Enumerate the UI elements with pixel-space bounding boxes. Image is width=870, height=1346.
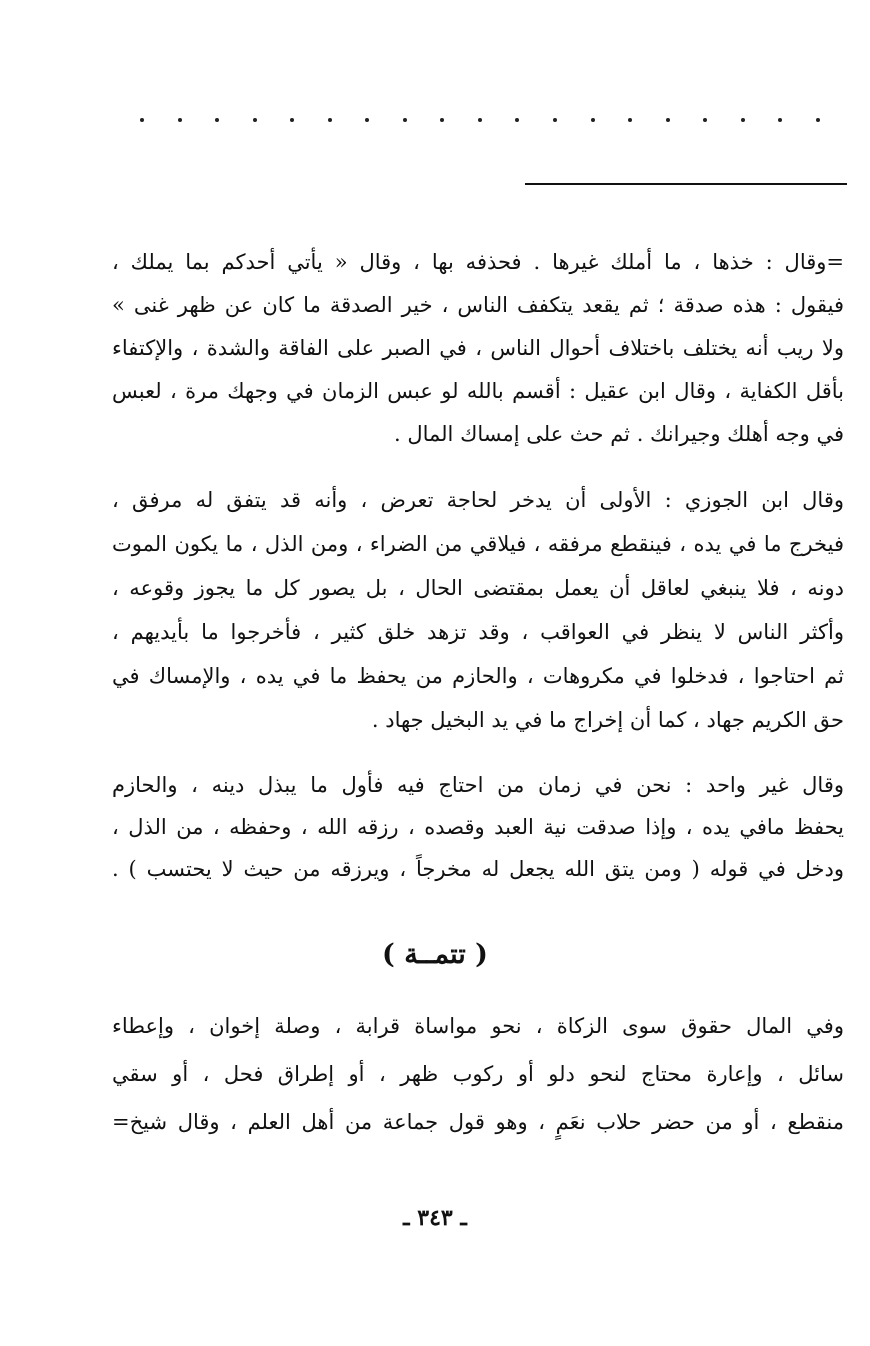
text-line: يحفظ مافي يده ، وإذا صدقت نية العبد وقصده ، رزقه الله ، وحفظه ، من الذل ، bbox=[112, 815, 844, 839]
separator-dot bbox=[515, 118, 519, 122]
text-line: وأكثر الناس لا ينظر في العواقب ، وقد تزهد خلق كثير ، فأخرجوا ما بأيديهم ، bbox=[112, 620, 844, 644]
text-line: ودخل في قوله ( ومن يتق الله يجعل له مخرجاً ، ويرزقه من حيث لا يحتسب ) . bbox=[112, 857, 844, 881]
page-number: ـ ٣٤٣ ـ bbox=[403, 1205, 467, 1231]
footnote-paragraph-1 bbox=[112, 241, 844, 456]
footnote-paragraph-2 bbox=[112, 478, 844, 742]
separator-dot bbox=[741, 118, 745, 122]
text-line: ولا ريب أنه يختلف باختلاف أحوال الناس ، في الصبر على الفاقة والشدة ، والإكتفاء bbox=[112, 336, 844, 360]
text-line: منقطع ، أو من حضر حلاب نعَمٍ ، وهو قول جماعة من أهل العلم ، وقال شيخ= bbox=[112, 1110, 844, 1134]
separator-dot bbox=[553, 118, 557, 122]
separator-dot bbox=[478, 118, 482, 122]
separator-dot bbox=[591, 118, 595, 122]
text-line: في وجه أهلك وجيرانك . ثم حث على إمساك المال . bbox=[394, 422, 844, 446]
text-line: فيقول : هذه صدقة ؛ ثم يقعد يتكفف الناس ، خير الصدقة ما كان عن ظهر غنى » bbox=[112, 293, 844, 317]
separator-dot bbox=[778, 118, 782, 122]
separator-dot bbox=[816, 118, 820, 122]
text-line: بأقل الكفاية ، وقال ابن عقيل : أقسم بالله لو عبس الزمان في وجهك مرة ، لعبس bbox=[112, 379, 844, 403]
separator-dot bbox=[290, 118, 294, 122]
separator-dot bbox=[403, 118, 407, 122]
footnote-paragraph-3 bbox=[112, 764, 844, 890]
separator-dot bbox=[628, 118, 632, 122]
text-line: وقال غير واحد : نحن في زمان من احتاج فيه فأول ما يبذل دينه ، والحازم bbox=[112, 773, 844, 797]
text-line: وفي المال حقوق سوى الزكاة ، نحو مواساة قرابة ، وصلة إخوان ، وإعطاء bbox=[112, 1014, 844, 1038]
separator-dot bbox=[253, 118, 257, 122]
separator-dot bbox=[178, 118, 182, 122]
separator-dot bbox=[703, 118, 707, 122]
separator-dot bbox=[440, 118, 444, 122]
text-line: وقال ابن الجوزي : الأولى أن يدخر لحاجة تعرض ، وأنه قد يتفق له مرفق ، bbox=[112, 488, 844, 512]
footnote-dotted-separator bbox=[140, 118, 820, 122]
text-line: فيخرج ما في يده ، فينقطع مرفقه ، فيلاقي من الضراء ، ومن الذل ، ما يكون الموت bbox=[112, 532, 844, 556]
separator-dot bbox=[215, 118, 219, 122]
separator-dot bbox=[328, 118, 332, 122]
footnote-rule bbox=[525, 183, 847, 185]
text-line: =وقال : خذها ، ما أملك غيرها . فحذفه بها ، وقال « يأتي أحدكم بما يملك ، bbox=[112, 250, 844, 274]
separator-dot bbox=[365, 118, 369, 122]
footnote-paragraph-4 bbox=[112, 1002, 844, 1146]
separator-dot bbox=[666, 118, 670, 122]
text-line: حق الكريم جهاد ، كما أن إخراج ما في يد البخيل جهاد . bbox=[371, 708, 844, 732]
section-heading: ( تتمــة ) bbox=[382, 939, 488, 970]
separator-dot bbox=[140, 118, 144, 122]
text-line: سائل ، وإعارة محتاج لنحو دلو أو ركوب ظهر ، أو إطراق فحل ، أو سقي bbox=[112, 1062, 844, 1086]
text-line: دونه ، فلا ينبغي لعاقل أن يعمل بمقتضى الحال ، بل يصور كل ما يجوز وقوعه ، bbox=[112, 576, 844, 600]
text-line: ثم احتاجوا ، فدخلوا في مكروهات ، والحازم من يحفظ ما في يده ، والإمساك في bbox=[112, 664, 844, 688]
